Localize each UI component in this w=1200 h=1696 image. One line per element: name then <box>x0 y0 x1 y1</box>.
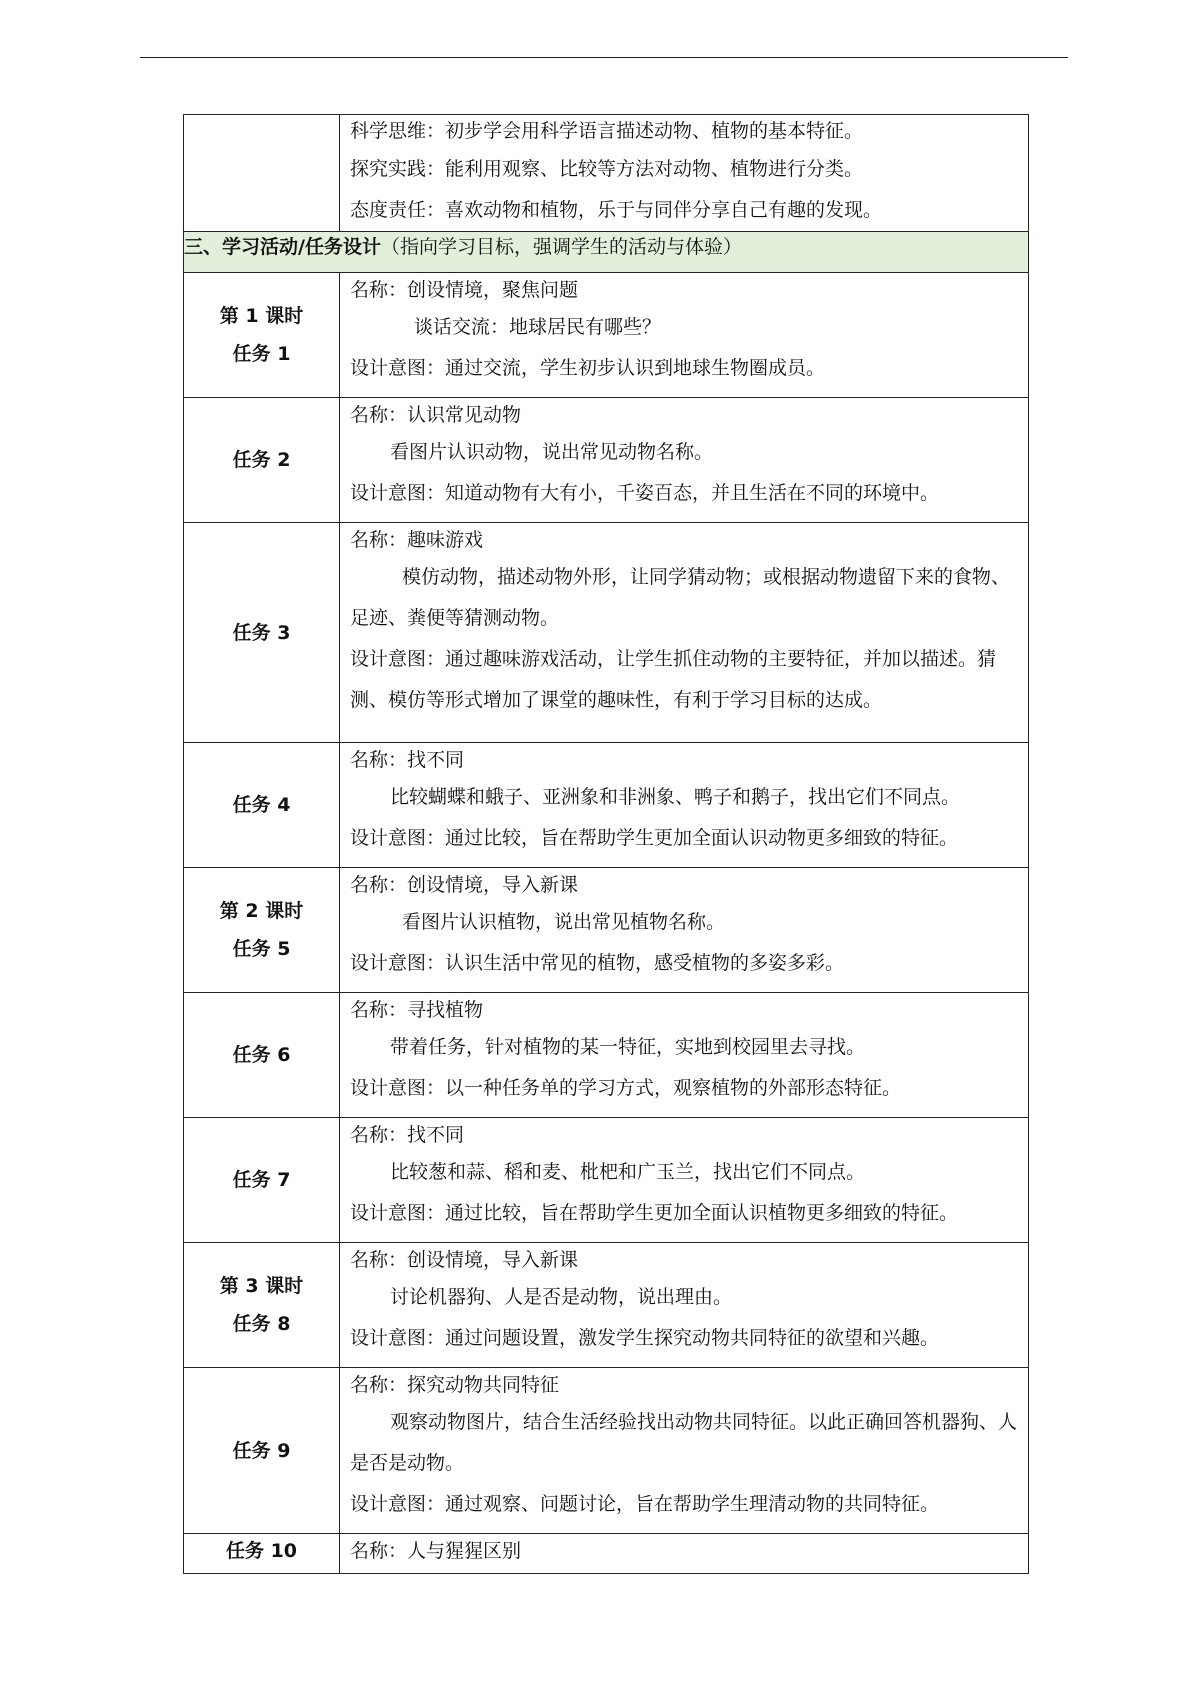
section-header-cell <box>184 232 1029 273</box>
task-label-cell <box>184 523 340 743</box>
task-row <box>184 993 1029 1118</box>
task-content: 比较蝴蝶和蛾子、亚洲象和非洲象、鸭子和鹅子，找出它们不同点。 <box>390 786 961 808</box>
section-note: （指向学习目标，强调学生的活动与体验） <box>380 236 742 258</box>
task-content-cell <box>340 1534 1029 1574</box>
task-name: 名称：创设情境，聚焦问题 <box>350 279 579 301</box>
task-label-cell <box>184 1534 340 1574</box>
objectives-cell <box>340 115 1029 232</box>
task-row <box>184 743 1029 868</box>
lesson-label: 第 3 课时 <box>219 1275 304 1297</box>
task-name: 名称：创设情境，导入新课 <box>350 1249 579 1271</box>
task-intent: 设计意图：以一种任务单的学习方式，观察植物的外部形态特征。 <box>350 1077 902 1099</box>
task-label: 任务 1 <box>232 343 291 365</box>
task-name: 名称：人与猩猩区别 <box>350 1540 522 1562</box>
task-label: 任务 4 <box>232 794 291 816</box>
section-title: 三、学习活动/任务设计 <box>184 236 381 258</box>
task-content: 比较葱和蒜、稻和麦、枇杷和广玉兰，找出它们不同点。 <box>390 1161 866 1183</box>
task-content: 模仿动物，描述动物外形，让同学猜动物；或根据动物遗留下来的食物、足迹、粪便等猜测动物。 <box>350 566 1011 629</box>
task-label-cell <box>184 1243 340 1368</box>
task-row <box>184 1118 1029 1243</box>
task-row <box>184 398 1029 523</box>
task-content-cell <box>340 993 1029 1118</box>
task-content: 看图片认识植物，说出常见植物名称。 <box>402 911 726 933</box>
task-label-cell <box>184 1118 340 1243</box>
task-intent: 设计意图：通过趣味游戏活动，让学生抓住动物的主要特征，并加以描述。猜测、模仿等形式增加了课堂的趣味性，有利于学习目标的达成。 <box>350 648 997 711</box>
task-intent: 设计意图：通过比较，旨在帮助学生更加全面认识动物更多细致的特征。 <box>350 827 959 849</box>
task-label: 任务 6 <box>232 1044 291 1066</box>
task-content-cell <box>340 743 1029 868</box>
task-label: 任务 9 <box>232 1439 291 1462</box>
objective-line: 探究实践：能利用观察、比较等方法对动物、植物进行分类。 <box>350 158 864 180</box>
task-label: 任务 5 <box>232 938 291 960</box>
task-label-cell <box>184 398 340 523</box>
task-content: 谈话交流：地球居民有哪些？ <box>414 316 662 338</box>
task-label-cell <box>184 1368 340 1534</box>
task-content-cell <box>340 398 1029 523</box>
lesson-plan-table <box>183 114 1029 1574</box>
task-content: 观察动物图片，结合生活经验找出动物共同特征。以此正确回答机器狗、人是否是动物。 <box>350 1411 1018 1474</box>
task-label: 任务 3 <box>232 621 291 644</box>
task-intent: 设计意图：通过问题设置，激发学生探究动物共同特征的欲望和兴趣。 <box>350 1327 940 1349</box>
task-content-cell <box>340 868 1029 993</box>
task-label-cell <box>184 868 340 993</box>
task-label: 任务 10 <box>225 1540 298 1562</box>
task-label: 任务 8 <box>232 1313 291 1335</box>
task-name: 名称：认识常见动物 <box>350 404 522 426</box>
task-row <box>184 1243 1029 1368</box>
task-row <box>184 868 1029 993</box>
objectives-left-cell <box>184 115 340 232</box>
task-row <box>184 523 1029 743</box>
task-label-cell <box>184 993 340 1118</box>
task-name: 名称：创设情境，导入新课 <box>350 874 579 896</box>
task-label: 任务 7 <box>232 1169 291 1191</box>
task-name: 名称：找不同 <box>350 1124 465 1146</box>
task-intent: 设计意图：通过比较，旨在帮助学生更加全面认识植物更多细致的特征。 <box>350 1202 959 1224</box>
lesson-label: 第 2 课时 <box>219 900 304 922</box>
task-intent: 设计意图：知道动物有大有小，千姿百态，并且生活在不同的环境中。 <box>350 482 940 504</box>
objective-line: 态度责任：喜欢动物和植物，乐于与同伴分享自己有趣的发现。 <box>350 199 883 221</box>
task-name: 名称：探究动物共同特征 <box>350 1374 560 1396</box>
task-label: 任务 2 <box>232 449 291 471</box>
task-content: 带着任务，针对植物的某一特征，实地到校园里去寻找。 <box>390 1036 866 1058</box>
task-name: 名称：趣味游戏 <box>350 529 484 551</box>
task-intent: 设计意图：认识生活中常见的植物，感受植物的多姿多彩。 <box>350 952 845 974</box>
task-content-cell <box>340 273 1029 398</box>
task-content: 讨论机器狗、人是否是动物，说出理由。 <box>390 1286 733 1308</box>
task-row <box>184 1534 1029 1574</box>
task-content: 看图片认识动物，说出常见动物名称。 <box>390 441 714 463</box>
task-content-cell <box>340 1243 1029 1368</box>
task-content-cell <box>340 523 1029 743</box>
task-intent: 设计意图：通过交流，学生初步认识到地球生物圈成员。 <box>350 357 826 379</box>
page-header-rule <box>140 57 1068 58</box>
task-label-cell <box>184 273 340 398</box>
task-name: 名称：找不同 <box>350 749 465 771</box>
section-header-row <box>184 232 1029 273</box>
objective-line: 科学思维：初步学会用科学语言描述动物、植物的基本特征。 <box>350 120 864 142</box>
task-content-cell <box>340 1368 1029 1534</box>
task-row <box>184 1368 1029 1534</box>
task-content-cell <box>340 1118 1029 1243</box>
objectives-row <box>184 115 1029 232</box>
task-name: 名称：寻找植物 <box>350 999 484 1021</box>
lesson-label: 第 1 课时 <box>219 305 304 327</box>
task-intent: 设计意图：通过观察、问题讨论，旨在帮助学生理清动物的共同特征。 <box>350 1493 940 1515</box>
task-label-cell <box>184 743 340 868</box>
task-row <box>184 273 1029 398</box>
